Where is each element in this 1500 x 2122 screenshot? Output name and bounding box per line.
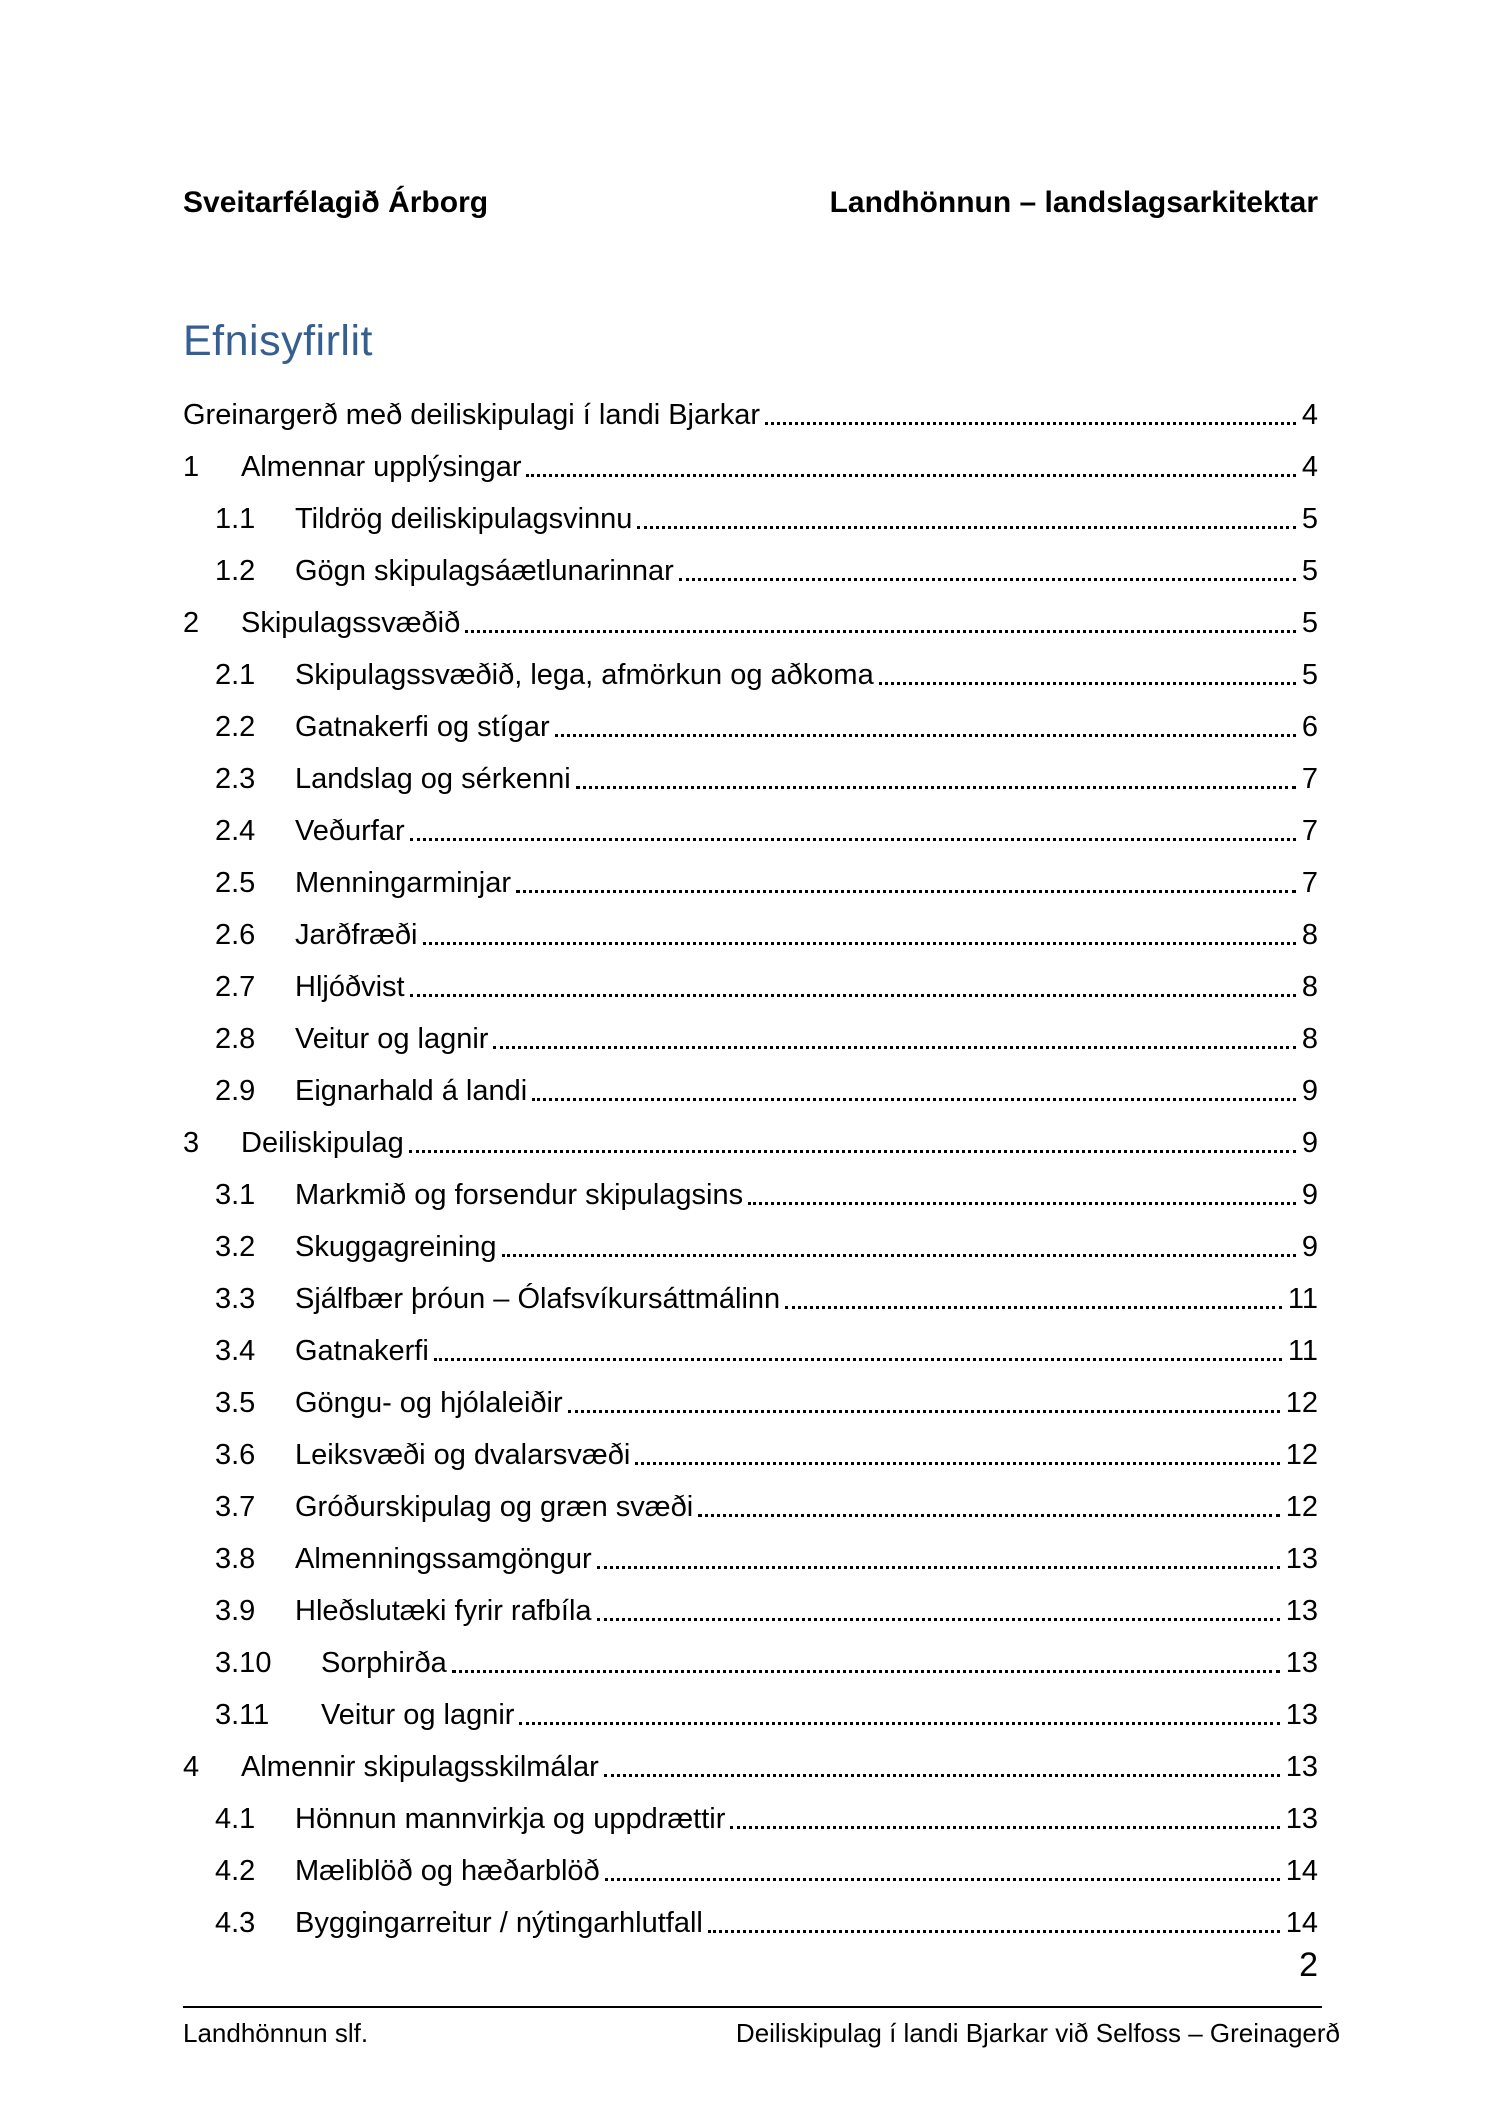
toc-dot-leader xyxy=(597,1566,1280,1569)
toc-entry-number: 2.9 xyxy=(215,1074,256,1107)
toc-entry-label: Veitur og lagnir xyxy=(295,1022,489,1055)
toc-entry-page: 9 xyxy=(1301,1074,1318,1107)
toc-dot-leader xyxy=(532,1098,1296,1101)
toc-entry-number: 2.1 xyxy=(215,658,256,691)
toc-entry-number: 2.4 xyxy=(215,814,256,847)
toc-entry-page: 5 xyxy=(1301,554,1318,587)
toc-entry[interactable] xyxy=(183,1628,1318,1680)
toc-dot-leader xyxy=(568,1410,1280,1413)
footer-left-text: Landhönnun slf. xyxy=(183,2018,369,2048)
toc-entry-page: 12 xyxy=(1285,1438,1318,1471)
toc-entry-label: Skuggagreining xyxy=(295,1230,497,1263)
toc-entry-page: 13 xyxy=(1285,1750,1318,1783)
toc-entry[interactable] xyxy=(183,1160,1318,1212)
toc-entry-page: 14 xyxy=(1285,1854,1318,1887)
toc-dot-leader xyxy=(452,1670,1280,1673)
toc-entry[interactable] xyxy=(183,588,1318,640)
toc-entry-page: 13 xyxy=(1285,1542,1318,1575)
toc-entry-page: 4 xyxy=(1301,398,1318,431)
toc-entry-page: 9 xyxy=(1301,1178,1318,1211)
toc-dot-leader xyxy=(423,942,1296,945)
toc-dot-leader xyxy=(555,734,1296,737)
toc-entry-page: 9 xyxy=(1301,1230,1318,1263)
toc-entry-label: Leiksvæði og dvalarsvæði xyxy=(295,1438,631,1471)
toc-entry-page: 14 xyxy=(1285,1906,1318,1939)
toc-entry[interactable] xyxy=(183,1056,1318,1108)
toc-entry[interactable] xyxy=(183,1680,1318,1732)
table-of-contents xyxy=(183,380,1318,1940)
toc-entry[interactable] xyxy=(183,1732,1318,1784)
toc-entry[interactable] xyxy=(183,1472,1318,1524)
toc-entry-label: Eignarhald á landi xyxy=(295,1074,528,1107)
toc-entry-number: 2 xyxy=(183,606,200,639)
toc-entry-label: Skipulagssvæðið, lega, afmörkun og aðkoma xyxy=(295,658,874,691)
toc-entry-page: 12 xyxy=(1285,1386,1318,1419)
toc-dot-leader xyxy=(637,526,1295,529)
toc-entry[interactable] xyxy=(183,1420,1318,1472)
toc-dot-leader xyxy=(409,1150,1296,1153)
toc-entry-label: Sorphirða xyxy=(321,1646,447,1679)
toc-entry-page: 12 xyxy=(1285,1490,1318,1523)
header-left-text: Sveitarfélagið Árborg xyxy=(183,186,489,219)
toc-entry[interactable] xyxy=(183,744,1318,796)
toc-entry-page: 7 xyxy=(1301,866,1318,899)
toc-entry[interactable] xyxy=(183,1316,1318,1368)
toc-entry[interactable] xyxy=(183,900,1318,952)
toc-dot-leader xyxy=(465,630,1296,633)
toc-entry-number: 4.2 xyxy=(215,1854,256,1887)
header-right-text: Landhönnun – landslagsarkitektar xyxy=(829,186,1318,219)
toc-entry-page: 6 xyxy=(1301,710,1318,743)
toc-entry-number: 1 xyxy=(183,450,200,483)
toc-entry-number: 3.8 xyxy=(215,1542,256,1575)
toc-entry-page: 13 xyxy=(1285,1646,1318,1679)
toc-entry[interactable] xyxy=(183,1368,1318,1420)
toc-entry[interactable] xyxy=(183,536,1318,588)
toc-entry-number: 4.1 xyxy=(215,1802,256,1835)
toc-entry-label: Skipulagssvæðið xyxy=(241,606,461,639)
toc-dot-leader xyxy=(434,1358,1282,1361)
toc-entry-number: 3.11 xyxy=(215,1698,270,1731)
toc-entry-label: Sjálfbær þróun – Ólafsvíkursáttmálinn xyxy=(295,1282,781,1315)
page-header xyxy=(183,186,1318,219)
toc-entry-label: Menningarminjar xyxy=(295,866,511,899)
toc-entry-label: Byggingarreitur / nýtingarhlutfall xyxy=(295,1906,703,1939)
toc-dot-leader xyxy=(635,1462,1279,1465)
footer-right-text: Deiliskipulag í landi Bjarkar við Selfoss – Greinagerð xyxy=(735,2018,1340,2048)
toc-entry-page: 13 xyxy=(1285,1698,1318,1731)
toc-dot-leader xyxy=(748,1202,1296,1205)
toc-entry-page: 8 xyxy=(1301,1022,1318,1055)
toc-entry-number: 3 xyxy=(183,1126,200,1159)
toc-entry[interactable] xyxy=(183,1212,1318,1264)
toc-dot-leader xyxy=(604,1774,1280,1777)
page-number: 2 xyxy=(1299,1946,1318,1984)
toc-dot-leader xyxy=(679,578,1296,581)
toc-entry-label: Gatnakerfi og stígar xyxy=(295,710,550,743)
toc-entry-number: 2.3 xyxy=(215,762,256,795)
toc-entry[interactable] xyxy=(183,1108,1318,1160)
toc-entry[interactable] xyxy=(183,848,1318,900)
toc-entry-label: Tildrög deiliskipulagsvinnu xyxy=(295,502,633,535)
toc-dot-leader xyxy=(519,1722,1279,1725)
toc-entry[interactable] xyxy=(183,380,1318,432)
toc-dot-leader xyxy=(410,838,1296,841)
toc-entry-label: Almennar upplýsingar xyxy=(241,450,522,483)
toc-entry-label: Veðurfar xyxy=(295,814,405,847)
toc-entry-page: 11 xyxy=(1287,1334,1318,1367)
toc-entry-number: 3.2 xyxy=(215,1230,256,1263)
toc-entry-label: Greinargerð með deiliskipulagi í landi Bjarkar xyxy=(183,398,761,431)
toc-entry-number: 2.5 xyxy=(215,866,256,899)
toc-entry-number: 3.4 xyxy=(215,1334,256,1367)
toc-entry[interactable] xyxy=(183,1576,1318,1628)
toc-dot-leader xyxy=(410,994,1296,997)
toc-entry-number: 1.2 xyxy=(215,554,256,587)
toc-entry-page: 13 xyxy=(1285,1594,1318,1627)
toc-entry-label: Almennir skipulagsskilmálar xyxy=(241,1750,599,1783)
toc-entry[interactable] xyxy=(183,432,1318,484)
toc-title: Efnisyfirlit xyxy=(183,317,373,365)
toc-entry-page: 11 xyxy=(1287,1282,1318,1315)
toc-entry[interactable] xyxy=(183,1264,1318,1316)
toc-dot-leader xyxy=(879,682,1296,685)
toc-dot-leader xyxy=(708,1930,1280,1933)
toc-dot-leader xyxy=(765,422,1296,425)
toc-entry-number: 3.3 xyxy=(215,1282,256,1315)
toc-entry-number: 4.3 xyxy=(215,1906,256,1939)
toc-entry-label: Almenningssamgöngur xyxy=(295,1542,592,1575)
toc-entry[interactable] xyxy=(183,640,1318,692)
toc-entry-number: 3.7 xyxy=(215,1490,256,1523)
page-footer xyxy=(183,2018,1340,2049)
toc-entry-number: 2.7 xyxy=(215,970,256,1003)
toc-entry-page: 4 xyxy=(1301,450,1318,483)
toc-dot-leader xyxy=(493,1046,1295,1049)
toc-dot-leader xyxy=(516,890,1296,893)
toc-entry-label: Hleðslutæki fyrir rafbíla xyxy=(295,1594,592,1627)
toc-entry[interactable] xyxy=(183,484,1318,536)
toc-entry[interactable] xyxy=(183,1888,1318,1940)
toc-dot-leader xyxy=(576,786,1296,789)
toc-entry-number: 3.6 xyxy=(215,1438,256,1471)
toc-entry-page: 5 xyxy=(1301,606,1318,639)
toc-entry[interactable] xyxy=(183,1524,1318,1576)
toc-entry-label: Göngu- og hjólaleiðir xyxy=(295,1386,563,1419)
toc-entry-page: 8 xyxy=(1301,970,1318,1003)
toc-entry-label: Gatnakerfi xyxy=(295,1334,429,1367)
toc-entry-page: 5 xyxy=(1301,502,1318,535)
toc-dot-leader xyxy=(605,1878,1280,1881)
toc-entry-number: 4 xyxy=(183,1750,200,1783)
toc-entry-page: 13 xyxy=(1285,1802,1318,1835)
toc-entry-label: Jarðfræði xyxy=(295,918,418,951)
toc-entry-label: Gróðurskipulag og græn svæði xyxy=(295,1490,694,1523)
toc-entry[interactable] xyxy=(183,1784,1318,1836)
toc-entry-label: Markmið og forsendur skipulagsins xyxy=(295,1178,744,1211)
toc-entry-number: 2.2 xyxy=(215,710,256,743)
toc-entry-label: Hönnun mannvirkja og uppdrættir xyxy=(295,1802,726,1835)
toc-entry-page: 7 xyxy=(1301,762,1318,795)
toc-entry-number: 1.1 xyxy=(215,502,256,535)
toc-entry-page: 5 xyxy=(1301,658,1318,691)
toc-entry-page: 9 xyxy=(1301,1126,1318,1159)
toc-entry-number: 2.6 xyxy=(215,918,256,951)
toc-entry-number: 3.5 xyxy=(215,1386,256,1419)
toc-dot-leader xyxy=(698,1514,1280,1517)
toc-entry-label: Deiliskipulag xyxy=(241,1126,404,1159)
toc-dot-leader xyxy=(785,1306,1282,1309)
footer-divider xyxy=(183,2006,1322,2008)
toc-entry[interactable] xyxy=(183,796,1318,848)
toc-entry[interactable] xyxy=(183,1004,1318,1056)
toc-entry-number: 2.8 xyxy=(215,1022,256,1055)
toc-entry[interactable] xyxy=(183,692,1318,744)
toc-dot-leader xyxy=(597,1618,1280,1621)
toc-dot-leader xyxy=(502,1254,1296,1257)
toc-dot-leader xyxy=(526,474,1295,477)
toc-entry-page: 8 xyxy=(1301,918,1318,951)
toc-dot-leader xyxy=(730,1826,1279,1829)
toc-entry-number: 3.9 xyxy=(215,1594,256,1627)
toc-entry[interactable] xyxy=(183,1836,1318,1888)
toc-entry-page: 7 xyxy=(1301,814,1318,847)
toc-entry-label: Veitur og lagnir xyxy=(321,1698,515,1731)
toc-entry[interactable] xyxy=(183,952,1318,1004)
toc-entry-label: Mæliblöð og hæðarblöð xyxy=(295,1854,600,1887)
toc-entry-label: Hljóðvist xyxy=(295,970,405,1003)
toc-entry-label: Landslag og sérkenni xyxy=(295,762,571,795)
toc-entry-label: Gögn skipulagsáætlunarinnar xyxy=(295,554,674,587)
toc-entry-number: 3.1 xyxy=(215,1178,256,1211)
toc-entry-number: 3.10 xyxy=(215,1646,272,1679)
